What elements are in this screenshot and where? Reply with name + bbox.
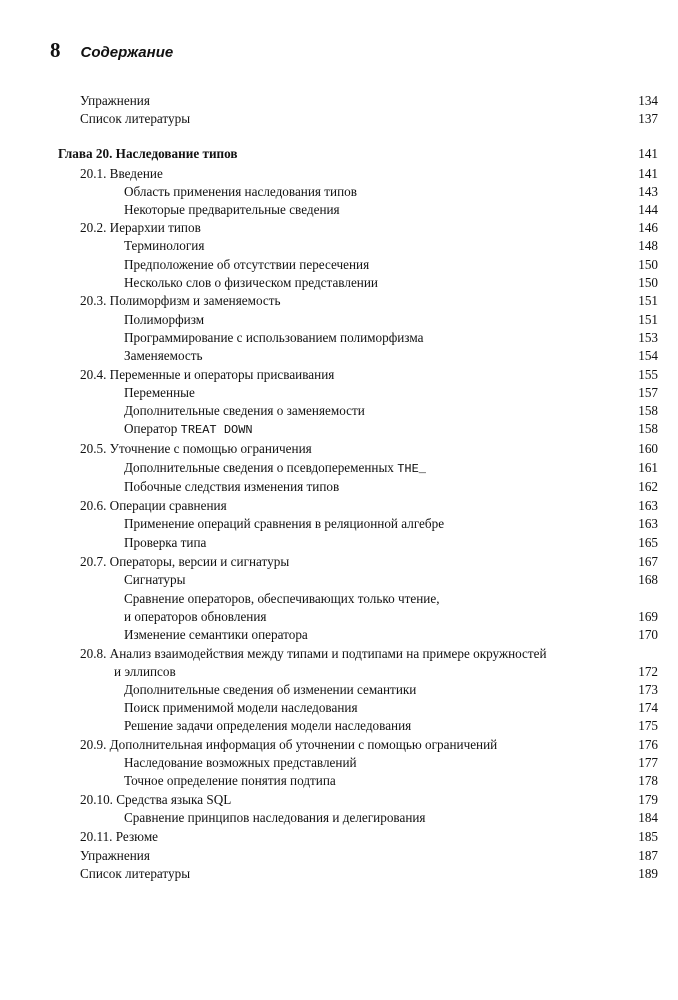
toc-section-continued [0,664,678,682]
toc-page: 173 [638,682,658,697]
toc-page: 153 [638,330,658,345]
toc-page: 179 [638,792,658,807]
page-number: 8 [50,38,61,62]
toc-page: 158 [638,421,658,436]
toc-title [124,421,253,438]
toc-section [0,441,678,459]
toc-page: 178 [638,773,658,788]
toc-page: 154 [638,348,658,363]
toc-subsection [0,718,678,736]
toc-title-continued: и операторов обновления [124,609,267,624]
toc-subsection-continued [0,609,678,627]
toc-subsection [0,238,678,256]
toc-section [0,367,678,385]
toc-section [0,166,678,184]
toc-subsection [0,257,678,275]
toc-title: 20.10. Средства языка SQL [80,792,232,807]
toc-subsection [0,810,678,828]
toc-subsection [0,535,678,553]
toc-title: 20.5. Уточнение с помощью ограничения [80,441,312,456]
toc-page: 158 [638,403,658,418]
toc-title-continued: и эллипсов [114,664,176,679]
toc-section [0,737,678,755]
toc-subsection [0,403,678,421]
toc-page: 150 [638,275,658,290]
toc-page: 167 [638,554,658,569]
toc-subsection [0,516,678,534]
toc-page: 175 [638,718,658,733]
toc-title: 20.6. Операции сравнения [80,498,227,513]
toc-title-text: Оператор [124,421,181,436]
toc-title-code: TREAT DOWN [180,423,253,437]
toc-subsection [0,627,678,645]
toc-title: Дополнительные сведения об изменении семантики [124,682,417,697]
toc-title: Переменные [124,385,195,400]
toc-page: 163 [638,498,658,513]
toc-title: 20.4. Переменные и операторы присваивания [80,367,335,382]
toc-subsection [0,773,678,791]
toc-title: Сигнатуры [124,572,186,587]
toc-page: 187 [638,848,658,863]
toc-title: Побочные следствия изменения типов [124,479,340,494]
toc-title: Предположение об отсутствии пересечения [124,257,370,272]
toc-title: Список литературы [80,866,191,881]
toc-title: Точное определение понятия подтипа [124,773,336,788]
toc-subsection [0,330,678,348]
toc-section [0,220,678,238]
chapter-title: Глава 20. Наследование типов [58,146,238,161]
toc-page: 169 [638,609,658,624]
toc-page: 134 [638,93,658,108]
toc-chapter [0,146,678,164]
toc-page: 141 [638,146,658,161]
toc-page: 189 [638,866,658,881]
toc-page: 161 [638,460,658,475]
toc-title: Наследование возможных представлений [124,755,357,770]
toc-section [0,646,678,664]
toc-page: 165 [638,535,658,550]
toc-subsection [0,682,678,700]
toc-page: 146 [638,220,658,235]
toc-title: Сравнение принципов наследования и делегирования [124,810,426,825]
running-title: Содержание [80,44,174,61]
toc-title: Поиск применимой модели наследования [124,700,358,715]
toc-title: Несколько слов о физическом представлении [124,275,378,290]
toc-title: Сравнение операторов, обеспечивающих только чтение, [124,591,440,606]
toc-page: 184 [638,810,658,825]
toc-page: 143 [638,184,658,199]
toc-subsection [0,202,678,220]
toc-title [124,460,426,477]
toc-page: 176 [638,737,658,752]
toc-subsection [0,184,678,202]
toc-page: 157 [638,385,658,400]
toc-title: 20.11. Резюме [80,829,159,844]
toc-title: 20.9. Дополнительная информация об уточнении с помощью ограничений [80,737,498,752]
toc-page: 160 [638,441,658,456]
toc-subsection [0,755,678,773]
toc-page: 163 [638,516,658,531]
toc-subsection [0,348,678,366]
toc-page: 151 [638,312,658,327]
toc-subsection [0,312,678,330]
toc-title: Изменение семантики оператора [124,627,308,642]
toc-entry [0,111,678,129]
toc-title: 20.2. Иерархии типов [80,220,201,235]
toc-title-code: THE_ [397,462,427,476]
toc-title: Применение операций сравнения в реляционной алгебре [124,516,445,531]
toc-page: 151 [638,293,658,308]
toc-title: Полиморфизм [124,312,205,327]
toc-title: Дополнительные сведения о заменяемости [124,403,365,418]
toc-page: 174 [638,700,658,715]
toc-title: 20.3. Полиморфизм и заменяемость [80,293,281,308]
toc-title: 20.1. Введение [80,166,163,181]
toc-section [0,792,678,810]
toc-page: 177 [638,755,658,770]
toc-entry [0,866,678,884]
toc-title: Заменяемость [124,348,203,363]
toc-title: Список литературы [80,111,191,126]
toc-page: 150 [638,257,658,272]
toc-section [0,554,678,572]
toc-subsection [0,275,678,293]
toc-section [0,498,678,516]
toc-title: Проверка типа [124,535,207,550]
toc-title: Терминология [124,238,205,253]
toc-title: Упражнения [80,848,150,863]
toc-subsection [0,421,678,439]
toc-page: 148 [638,238,658,253]
toc-entry [0,848,678,866]
toc-page: 162 [638,479,658,494]
toc-entry [0,93,678,111]
toc-page: 185 [638,829,658,844]
toc-title: Программирование с использованием полиморфизма [124,330,424,345]
toc-subsection [0,700,678,718]
toc-section [0,293,678,311]
toc-subsection [0,479,678,497]
toc-section [0,829,678,847]
toc-title: 20.8. Анализ взаимодействия между типами и подтипами на примере окружностей [80,646,547,661]
toc-title: Решение задачи определения модели наследования [124,718,412,733]
toc-subsection [0,572,678,590]
toc-page: 155 [638,367,658,382]
toc-title: Упражнения [80,93,150,108]
toc-page: 137 [638,111,658,126]
toc-page: 172 [638,664,658,679]
toc-subsection [0,591,678,609]
toc-title-text: Дополнительные сведения о псевдопеременных [124,460,398,475]
toc-page: 170 [638,627,658,642]
toc-title: Некоторые предварительные сведения [124,202,340,217]
toc-page: 141 [638,166,658,181]
toc-title: Область применения наследования типов [124,184,357,199]
toc-page: 168 [638,572,658,587]
toc-subsection [0,460,678,478]
toc-title: 20.7. Операторы, версии и сигнатуры [80,554,290,569]
toc-page: 144 [638,202,658,217]
toc-subsection [0,385,678,403]
